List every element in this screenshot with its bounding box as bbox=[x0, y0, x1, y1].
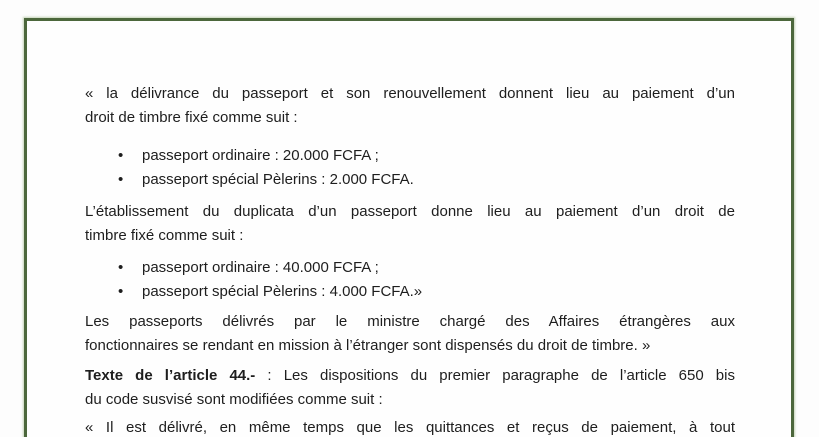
text-line: droit de timbre fixé comme suit : bbox=[85, 109, 298, 126]
list-item bbox=[118, 168, 735, 192]
text-line: « la délivrance du passeport et son renouvellement donnent lieu au paiement d’un bbox=[85, 85, 735, 102]
list-item-label: passeport ordinaire : 20.000 FCFA ; bbox=[142, 147, 379, 164]
text-line: Les passeports délivrés par le ministre chargé des Affaires étrangères aux bbox=[85, 313, 735, 330]
text-line: fonctionnaires se rendant en mission à l’étranger sont dispensés du droit de timbre. » bbox=[85, 337, 651, 354]
paragraph-quittances bbox=[85, 416, 735, 437]
bullet-icon: • bbox=[118, 283, 124, 300]
paragraph-delivrance bbox=[85, 82, 735, 130]
fee-list-duplicata bbox=[85, 256, 735, 304]
list-item bbox=[118, 144, 735, 168]
list-item-label: passeport spécial Pèlerins : 4.000 FCFA.» bbox=[142, 283, 423, 300]
article-44-text: : Les dispositions du premier paragraphe de l’article 650 bis bbox=[255, 367, 735, 384]
text-line: du code susvisé sont modifiées comme suit : bbox=[85, 391, 383, 408]
document-text-block bbox=[85, 82, 735, 437]
text-line: L’établissement du duplicata d’un passeport donne lieu au paiement d’un droit de bbox=[85, 203, 735, 220]
bullet-icon: • bbox=[118, 147, 124, 164]
fee-list-renewal bbox=[85, 144, 735, 192]
bullet-icon: • bbox=[118, 171, 124, 188]
bullet-icon: • bbox=[118, 259, 124, 276]
paragraph-article-44 bbox=[85, 364, 735, 412]
text-line: « Il est délivré, en même temps que les quittances et reçus de paiement, à tout bbox=[85, 419, 735, 436]
text-line bbox=[85, 364, 735, 388]
text-line: timbre fixé comme suit : bbox=[85, 227, 244, 244]
list-item bbox=[118, 280, 735, 304]
paragraph-exemption bbox=[85, 310, 735, 358]
paragraph-duplicata bbox=[85, 200, 735, 248]
list-item-label: passeport ordinaire : 40.000 FCFA ; bbox=[142, 259, 379, 276]
article-44-label: Texte de l’article 44.- bbox=[85, 367, 256, 384]
list-item bbox=[118, 256, 735, 280]
list-item-label: passeport spécial Pèlerins : 2.000 FCFA. bbox=[142, 171, 414, 188]
